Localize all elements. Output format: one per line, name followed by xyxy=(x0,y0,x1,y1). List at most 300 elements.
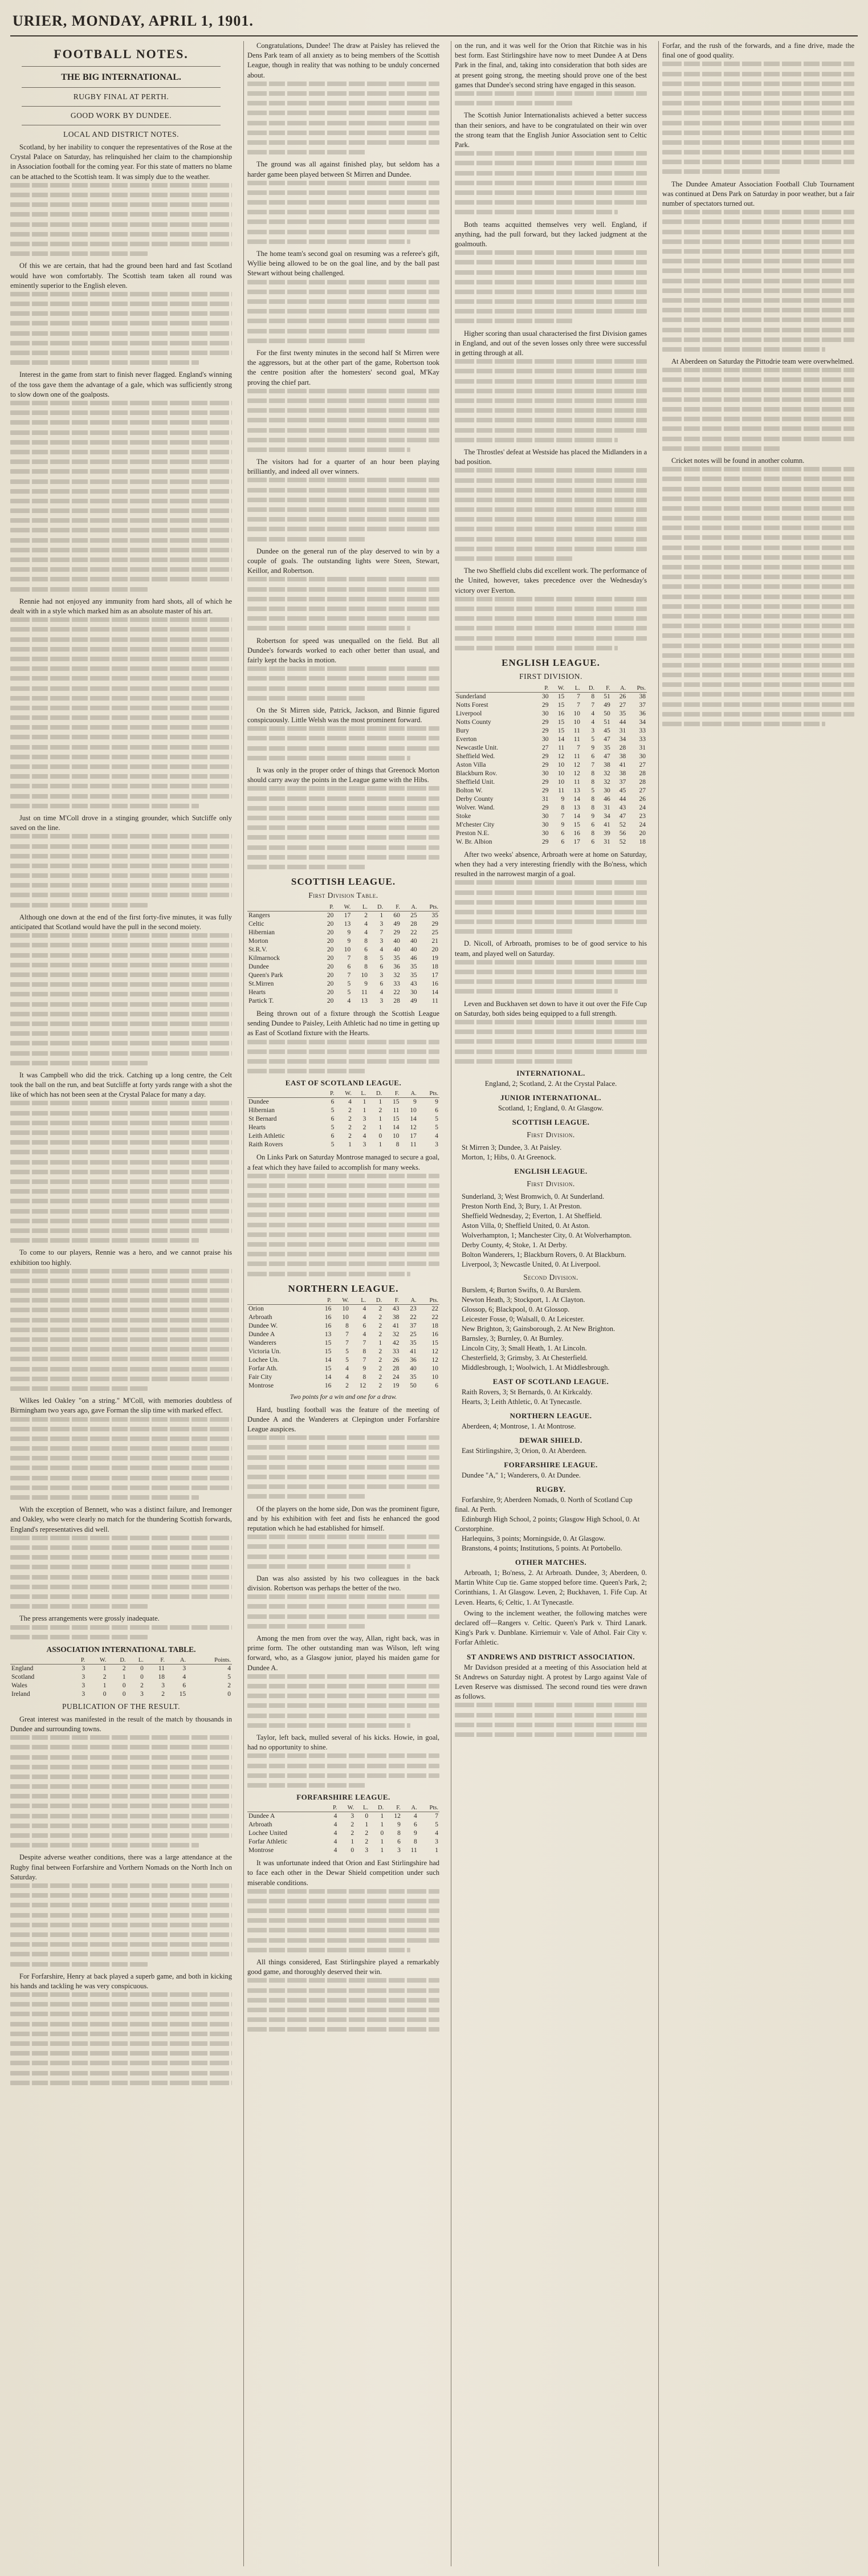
table-cell: 11 xyxy=(361,988,368,996)
paragraph: Interest in the game from start to finish never flagged. England's winning of the toss gave them the advantage of a gale, which was sufficiently strong to slow down one of the goalposts. xyxy=(10,371,232,398)
text-line xyxy=(10,784,232,788)
text-line xyxy=(455,290,647,294)
table-cell: 2 xyxy=(351,1830,354,1837)
table-cell: 3 xyxy=(435,1838,438,1846)
table-cell: 20 xyxy=(327,997,334,1004)
table-cell: 4 xyxy=(227,1665,231,1672)
text-line xyxy=(455,929,574,934)
table-cell: 49 xyxy=(393,920,400,927)
text-line xyxy=(10,1417,232,1422)
text-line xyxy=(455,478,647,483)
text-line xyxy=(247,1684,439,1688)
table-row xyxy=(455,744,647,752)
text-line xyxy=(455,527,647,531)
table-cell: Arbroath xyxy=(248,1313,272,1321)
text-line xyxy=(247,181,439,185)
text-line xyxy=(455,910,647,914)
table-cell: 13 xyxy=(573,804,580,811)
text-line xyxy=(10,1883,232,1888)
table-cell: 29 xyxy=(542,727,549,734)
table-cell: 23 xyxy=(410,1305,417,1312)
text-line xyxy=(10,1932,232,1937)
table-header-row xyxy=(247,1804,439,1812)
table-cell: 30 xyxy=(639,752,646,760)
text-line xyxy=(662,682,854,687)
text-line xyxy=(247,835,439,840)
table-cell: 1 xyxy=(362,1107,366,1114)
table-cell: 12 xyxy=(573,770,580,777)
table-cell: 5 xyxy=(345,1348,349,1355)
text-line xyxy=(455,890,647,895)
table-cell: 0 xyxy=(103,1690,107,1698)
table-cell: 43 xyxy=(392,1305,400,1312)
text-line xyxy=(10,430,232,435)
table-cell: 45 xyxy=(604,727,610,734)
table-cell: 2 xyxy=(140,1682,144,1689)
table-cell: Dundee A xyxy=(248,1813,275,1820)
text-line xyxy=(10,2041,232,2046)
table-cell: 7 xyxy=(577,744,580,751)
result-line: Branstons, 4 points; Institutions, 5 points. At Portobello. xyxy=(462,1544,622,1552)
text-line xyxy=(247,1899,439,1903)
paragraph: On Links Park on Saturday Montrose managed to secure a goal, a feat which they have failed to accomplish for many weeks. xyxy=(247,1153,439,1171)
table-cell: 22 xyxy=(410,1313,417,1321)
text-line xyxy=(662,377,854,382)
text-line xyxy=(10,963,232,967)
results-title: FORFARSHIRE LEAGUE. xyxy=(504,1460,598,1469)
table-cell: 2 xyxy=(365,1838,369,1846)
table-cell: 9 xyxy=(347,937,351,945)
text-line xyxy=(247,1998,439,2003)
text-line xyxy=(247,339,366,343)
text-line xyxy=(247,1783,366,1788)
column-4 xyxy=(658,41,858,2566)
paragraph: Mr Davidson presided at a meeting of this Association held at St Andrews on Saturday night. A protest by Largo against Vale of Leven Reserve was dismissed. The second round ties were drawn as follows. xyxy=(455,1663,647,1701)
table-cell: W. Br. Albion xyxy=(456,838,492,845)
table-cell: 6 xyxy=(561,838,565,845)
text-line xyxy=(10,2081,232,2085)
table-cell: 7 xyxy=(362,1356,366,1364)
table-cell: 5 xyxy=(591,787,595,794)
text-line xyxy=(662,546,854,550)
text-line xyxy=(247,507,439,512)
table-cell: 6 xyxy=(347,963,351,970)
table-cell: Dundee W. xyxy=(248,1322,278,1329)
text-line xyxy=(10,1002,232,1007)
table-cell: Newcastle Unit. xyxy=(456,744,499,751)
text-line xyxy=(10,1735,232,1740)
table-cell: 15 xyxy=(557,718,565,726)
table-row xyxy=(247,1141,439,1149)
table-cell: 14 xyxy=(573,795,580,803)
table-cell: 7 xyxy=(362,1339,366,1346)
table-cell: 5 xyxy=(345,1356,349,1364)
table-cell: 5 xyxy=(227,1673,231,1680)
table-row xyxy=(247,1382,439,1390)
text-line xyxy=(247,299,439,304)
text-line xyxy=(10,1536,232,1540)
text-line xyxy=(662,644,854,648)
text-line xyxy=(455,161,647,165)
text-line xyxy=(10,1160,232,1165)
table-cell: Hibernian xyxy=(248,929,275,936)
text-line xyxy=(10,933,232,938)
table-cell: 25 xyxy=(410,1330,417,1338)
text-line xyxy=(247,389,439,393)
table-cell: Raith Rovers xyxy=(248,1141,283,1149)
table-cell: 29 xyxy=(542,701,549,709)
results-title: INTERNATIONAL. xyxy=(516,1068,585,1077)
table-cell: 8 xyxy=(362,1373,366,1381)
table-cell: 41 xyxy=(604,821,610,828)
table-cell: Wales xyxy=(11,1682,27,1689)
table-cell: 7 xyxy=(591,761,595,768)
table-cell: 35 xyxy=(410,971,417,979)
table-cell: Notts County xyxy=(456,718,491,726)
table-header-cell: P. xyxy=(534,685,550,693)
text-line xyxy=(247,2017,439,2022)
text-line xyxy=(247,1261,439,1266)
paragraph: The visitors had for a quarter of an hour been playing brilliantly, and indeed all over winners. xyxy=(247,458,439,476)
text-line xyxy=(662,101,854,105)
table-header-cell: D. xyxy=(369,1804,385,1812)
table-cell: 0 xyxy=(378,1133,382,1140)
table-cell: 11 xyxy=(573,778,580,786)
table-header-cell: Pts. xyxy=(418,1804,439,1812)
table-cell: 7 xyxy=(561,812,565,820)
table-row xyxy=(247,1313,439,1322)
text-line xyxy=(662,337,854,342)
text-line xyxy=(10,715,232,720)
text-line xyxy=(662,446,781,451)
table-header-cell: P. xyxy=(326,1804,339,1812)
table-cell: 47 xyxy=(619,812,626,820)
text-line xyxy=(10,755,232,759)
result-line: Lincoln City, 3; Small Heath, 1. At Lincoln. xyxy=(462,1344,587,1352)
table-cell: 40 xyxy=(410,1365,417,1372)
table-cell: 30 xyxy=(542,735,549,743)
table-cell: Rangers xyxy=(248,911,270,919)
text-line xyxy=(10,627,232,632)
text-line xyxy=(10,1298,232,1303)
text-line xyxy=(247,1049,439,1054)
table-cell: 5 xyxy=(435,1124,438,1132)
text-line xyxy=(10,1604,148,1609)
table-cell: 7 xyxy=(435,1813,438,1820)
text-line xyxy=(247,121,439,125)
text-line xyxy=(662,279,854,283)
text-line xyxy=(455,398,647,403)
text-line xyxy=(10,2051,232,2056)
text-line xyxy=(455,597,647,601)
text-line xyxy=(10,1308,232,1312)
text-line xyxy=(10,1209,232,1214)
text-line xyxy=(455,280,647,284)
table-cell: Lochee Un. xyxy=(248,1356,279,1364)
table-cell: 22 xyxy=(410,929,417,936)
text-line xyxy=(10,587,148,592)
table-header-cell: Pts. xyxy=(418,904,439,911)
table-header-cell: L. xyxy=(352,904,369,911)
text-line xyxy=(247,1703,439,1708)
table-cell: 37 xyxy=(639,701,646,709)
text-line xyxy=(10,1495,199,1500)
paragraph: Leven and Buckhaven set down to have it out over the Fife Cup on Saturday, both sides being equipped to a full strength. xyxy=(455,999,647,1018)
table-header-cell: L. xyxy=(355,1804,369,1812)
table-cell: 4 xyxy=(333,1847,337,1854)
table-cell: 0 xyxy=(380,1830,384,1837)
text-line xyxy=(455,379,647,384)
table-cell: 43 xyxy=(410,980,417,987)
text-line xyxy=(247,418,439,422)
text-line xyxy=(455,989,618,994)
table-cell: 7 xyxy=(577,693,580,700)
table-cell: 37 xyxy=(619,778,626,786)
subhead: PUBLICATION OF THE RESULT. xyxy=(62,1702,181,1711)
masthead xyxy=(10,7,858,36)
table-cell: 6 xyxy=(331,1133,335,1140)
text-line xyxy=(10,1952,232,1956)
table-cell: 30 xyxy=(542,829,549,837)
table-cell: 2 xyxy=(378,1322,382,1329)
results-title: RUGBY. xyxy=(536,1484,566,1493)
table-cell: 6 xyxy=(331,1098,335,1106)
table-cell: 12 xyxy=(431,1348,438,1355)
table-row xyxy=(247,1829,439,1838)
text-line xyxy=(247,1764,439,1768)
table-cell: 4 xyxy=(362,1305,366,1312)
table-row xyxy=(247,1821,439,1829)
table-cell: 45 xyxy=(619,787,626,794)
text-line xyxy=(247,806,439,811)
table-cell: 4 xyxy=(435,1133,438,1140)
table-cell: 4 xyxy=(333,1821,337,1829)
table-header-cell: Pts. xyxy=(418,1297,439,1305)
table-cell: 15 xyxy=(179,1690,186,1698)
result-line: Barnsley, 3; Burnley, 0. At Burnley. xyxy=(462,1334,564,1342)
text-line xyxy=(10,1189,232,1194)
section-subtitle: First Division Table. xyxy=(308,890,378,900)
text-line xyxy=(247,786,439,791)
table-cell: Hearts xyxy=(248,988,266,996)
result-line: Glossop, 6; Blackpool, 0. At Glossop. xyxy=(462,1305,570,1313)
paragraph: Both teams acquitted themselves very well. England, if anything, had the pull forward, but they lacked judgment at the goalmouth. xyxy=(455,220,647,248)
text-line xyxy=(10,1466,232,1470)
table-cell: 20 xyxy=(327,954,334,962)
text-line xyxy=(662,91,854,96)
table-cell: 2 xyxy=(378,1382,382,1389)
text-line xyxy=(10,360,199,365)
text-line xyxy=(247,1484,439,1489)
table-cell: Ireland xyxy=(11,1690,30,1698)
text-line xyxy=(10,637,232,642)
table-cell: Sunderland xyxy=(456,693,486,700)
table-header-cell: Pts. xyxy=(627,685,647,693)
text-line xyxy=(662,712,854,717)
table-cell: 15 xyxy=(573,821,580,828)
text-line xyxy=(10,1012,232,1016)
table-row xyxy=(247,946,439,954)
table-cell: Morton xyxy=(248,937,268,945)
text-line xyxy=(662,268,854,273)
text-line xyxy=(247,1889,439,1894)
table-cell: 8 xyxy=(397,1830,401,1837)
table-cell: Liverpool xyxy=(456,710,482,717)
text-line xyxy=(10,2022,232,2026)
section-title: NORTHERN LEAGUE. xyxy=(288,1283,399,1294)
table-cell: 33 xyxy=(393,980,400,987)
table-cell: 3 xyxy=(182,1665,186,1672)
table-cell: 12 xyxy=(431,1356,438,1364)
text-line xyxy=(247,816,439,820)
text-line xyxy=(10,508,232,513)
paragraph: Cricket notes will be found in another column. xyxy=(671,456,805,465)
table-header-cell: Points. xyxy=(187,1657,232,1665)
text-line xyxy=(455,468,647,473)
table-cell: 2 xyxy=(378,1107,382,1114)
text-line xyxy=(247,1223,439,1227)
table-cell: 35 xyxy=(431,911,438,919)
table-row xyxy=(247,1356,439,1365)
text-line xyxy=(247,726,439,731)
text-line xyxy=(662,259,854,263)
table-cell: 2 xyxy=(351,1821,354,1829)
text-line xyxy=(10,1843,199,1847)
text-line xyxy=(247,498,439,502)
text-line xyxy=(662,308,854,312)
result-line: Aberdeen, 4; Montrose, 1. At Montrose. xyxy=(462,1422,576,1430)
text-line xyxy=(10,1061,148,1065)
result-line: Forfarshire, 9; Aberdeen Nomads, 0. North of Scotland Cup final. At Perth. xyxy=(455,1495,633,1513)
table-cell: 8 xyxy=(413,1838,417,1846)
text-line xyxy=(10,764,232,769)
table-cell: 20 xyxy=(431,946,438,953)
table-cell: 15 xyxy=(431,1339,438,1346)
table-cell: England xyxy=(11,1665,34,1672)
table-cell: 7 xyxy=(345,1330,349,1338)
table-cell: 31 xyxy=(604,838,610,845)
table-cell: 29 xyxy=(542,761,549,768)
table-cell: 31 xyxy=(542,795,549,803)
table-cell: 2 xyxy=(378,1356,382,1364)
table-cell: 30 xyxy=(542,770,549,777)
table-cell: 8 xyxy=(591,795,595,803)
result-line: Derby County, 4; Stoke, 1. At Derby. xyxy=(462,1240,568,1249)
table-cell: 39 xyxy=(604,829,610,837)
text-line xyxy=(247,1193,439,1198)
table-cell: 11 xyxy=(410,1141,417,1149)
text-line xyxy=(455,1039,647,1044)
table-cell: 9 xyxy=(397,1821,401,1829)
result-line: Preston North End, 3; Bury, 1. At Preston. xyxy=(462,1202,582,1210)
text-line xyxy=(247,1212,439,1217)
table-cell: 3 xyxy=(591,727,595,734)
table-cell: 4 xyxy=(362,1330,366,1338)
table-header-row xyxy=(247,1090,439,1098)
table-cell: Sheffield Wed. xyxy=(456,752,495,760)
table-cell: 9 xyxy=(561,795,565,803)
table-cell: 15 xyxy=(557,693,565,700)
table-header-row xyxy=(10,1657,232,1665)
table-header-cell: P. xyxy=(315,1297,332,1305)
text-line xyxy=(662,368,854,372)
table-row xyxy=(247,1348,439,1356)
table-cell: 15 xyxy=(324,1365,332,1372)
table-cell: 8 xyxy=(591,829,595,837)
text-line xyxy=(662,467,854,471)
text-line xyxy=(662,663,854,668)
table-cell: 29 xyxy=(393,929,400,936)
table-cell: Notts Forest xyxy=(456,701,488,709)
text-line xyxy=(10,1575,232,1580)
table-cell: 6 xyxy=(561,829,565,837)
table-cell: 8 xyxy=(364,963,368,970)
text-line xyxy=(10,1456,232,1460)
result-line: Morton, 1; Hibs, 0. At Greenock. xyxy=(462,1153,556,1161)
text-line xyxy=(247,616,439,621)
text-line xyxy=(10,893,232,897)
text-line xyxy=(10,706,232,710)
table-cell: 16 xyxy=(431,1330,438,1338)
table-header-cell: W. xyxy=(550,685,566,693)
table-cell: 32 xyxy=(604,778,610,786)
table-cell: 13 xyxy=(324,1330,332,1338)
table-row xyxy=(455,821,647,829)
table-header-cell xyxy=(10,1657,71,1665)
table-row xyxy=(247,1098,439,1107)
table-header-cell xyxy=(247,1090,323,1098)
table-cell: 32 xyxy=(392,1330,400,1338)
text-line xyxy=(247,597,439,601)
table-cell: 10 xyxy=(573,718,580,726)
table-cell: 11 xyxy=(410,1847,417,1854)
table-cell: 6 xyxy=(413,1821,417,1829)
text-line xyxy=(247,219,439,224)
section-title: SCOTTISH LEAGUE. xyxy=(291,876,396,887)
text-line xyxy=(247,587,439,592)
text-line xyxy=(662,477,854,481)
table-header-row xyxy=(247,1297,439,1305)
text-line xyxy=(662,111,854,115)
paragraph: Taylor, left back, mulled several of his kicks. Howie, in goal, had no opportunity to shine. xyxy=(247,1733,439,1752)
text-line xyxy=(247,756,410,760)
text-line xyxy=(10,1386,148,1391)
table-cell: Derby County xyxy=(456,795,494,803)
text-line xyxy=(455,369,647,373)
table-cell: Montrose xyxy=(248,1382,274,1389)
table-cell: Aston Villa xyxy=(456,761,486,768)
table-cell: 33 xyxy=(639,735,646,743)
table-cell: 6 xyxy=(591,838,595,845)
table-cell: 40 xyxy=(393,946,400,953)
text-line xyxy=(247,1203,439,1207)
table-cell: 29 xyxy=(542,718,549,726)
table-cell: 38 xyxy=(619,770,626,777)
table-row xyxy=(455,727,647,735)
paragraph: For the first twenty minutes in the second half St Mirren were the aggressors, but at the other part of the game, Robertson took the centre position after the homesters' second goal, M'Kay proving the chief part. xyxy=(247,348,439,386)
text-line xyxy=(10,666,232,671)
text-line xyxy=(10,1130,232,1135)
text-line xyxy=(662,614,854,618)
table-cell: 7 xyxy=(577,701,580,709)
table-cell: St Bernard xyxy=(248,1116,277,1123)
table-cell: 4 xyxy=(380,988,384,996)
table-cell: 2 xyxy=(161,1690,165,1698)
table-row xyxy=(455,710,647,718)
text-line xyxy=(247,478,439,482)
text-line xyxy=(455,428,647,433)
text-line xyxy=(10,548,232,552)
